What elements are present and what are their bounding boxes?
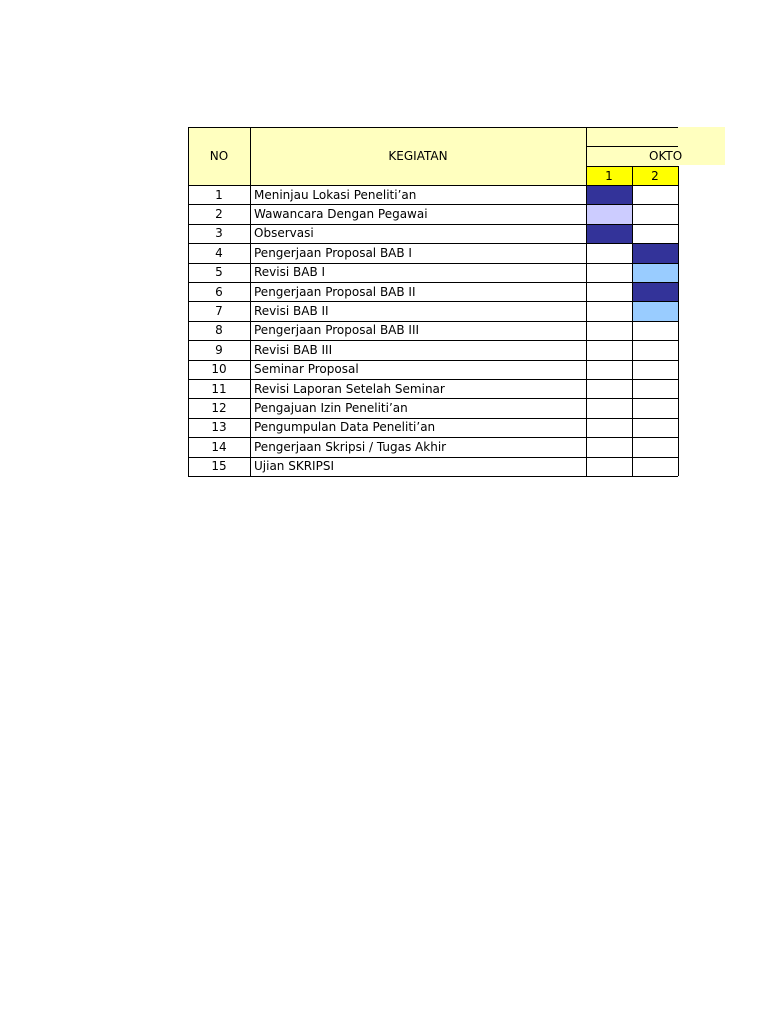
row-number: 14: [211, 439, 227, 454]
schedule-bar-week2: [632, 282, 678, 301]
row-activity: Pengumpulan Data Peneliti’an: [254, 420, 436, 435]
row-number: 1: [215, 187, 223, 202]
header-no: NO: [188, 127, 250, 185]
schedule-bar-week1: [586, 185, 632, 204]
row-activity: Meninjau Lokasi Peneliti’an: [254, 187, 417, 202]
schedule-table: [188, 127, 725, 478]
row-activity: Ujian SKRIPSI: [254, 459, 334, 474]
row-number: 10: [211, 362, 227, 377]
row-activity: Revisi BAB I: [254, 265, 326, 280]
schedule-bar-week2: [632, 243, 678, 262]
row-activity: Revisi Laporan Setelah Seminar: [254, 381, 445, 396]
row-number: 3: [215, 226, 223, 241]
header-week-1: 1: [586, 166, 632, 185]
row-activity: Revisi BAB II: [254, 304, 329, 319]
row-number: 5: [215, 265, 223, 280]
header-month: OKTO: [586, 146, 678, 166]
row-number: 2: [215, 207, 223, 222]
row-number: 13: [211, 420, 227, 435]
row-activity: Pengerjaan Proposal BAB II: [254, 284, 416, 299]
header-week-2: 2: [632, 166, 678, 185]
row-activity: Pengajuan Izin Peneliti’an: [254, 401, 408, 416]
row-number: 15: [211, 459, 227, 474]
row-number: 8: [215, 323, 223, 338]
header-activity: KEGIATAN: [250, 127, 586, 185]
row-activity: Revisi BAB III: [254, 342, 333, 357]
row-number: 6: [215, 284, 223, 299]
row-number: 9: [215, 342, 223, 357]
schedule-bar-week1: [586, 224, 632, 243]
row-activity: Seminar Proposal: [254, 362, 359, 377]
row-activity: Pengerjaan Skripsi / Tugas Akhir: [254, 439, 447, 454]
schedule-bar-week1: [586, 204, 632, 223]
row-number: 7: [215, 304, 223, 319]
row-activity: Pengerjaan Proposal BAB III: [254, 323, 420, 338]
row-number: 12: [211, 401, 227, 416]
schedule-bar-week2: [632, 263, 678, 282]
row-number: 11: [211, 381, 227, 396]
row-activity: Wawancara Dengan Pegawai: [254, 207, 428, 222]
header-month-group: [586, 127, 678, 146]
row-number: 4: [215, 245, 223, 260]
schedule-bar-week2: [632, 301, 678, 320]
row-activity: Observasi: [254, 226, 314, 241]
row-activity: Pengerjaan Proposal BAB I: [254, 245, 412, 260]
